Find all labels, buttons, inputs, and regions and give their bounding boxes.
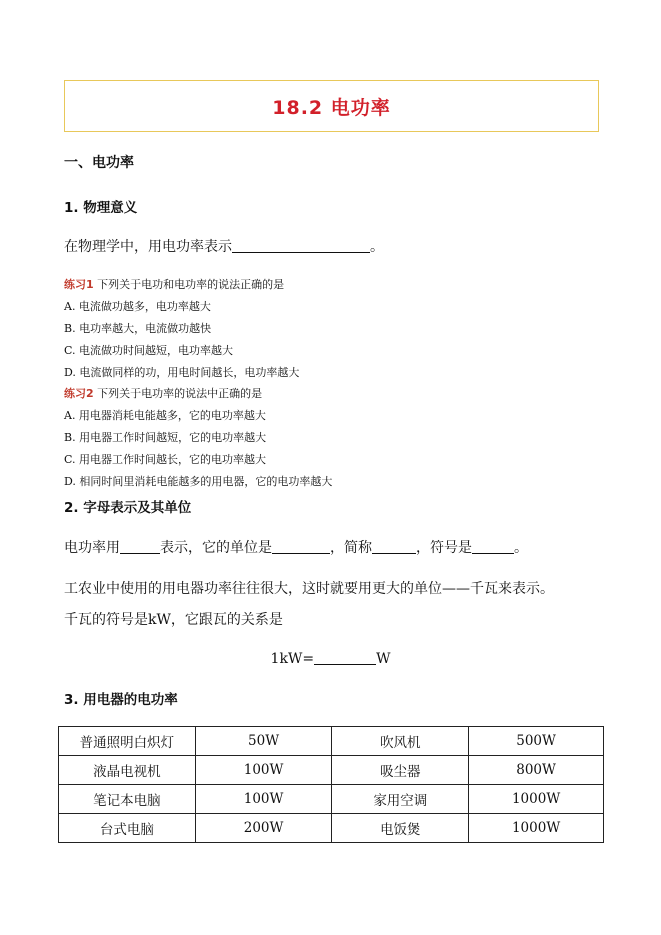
exercise-2-option-b[interactable]: B. 用电器工作时间越短，它的电功率越大: [64, 431, 267, 444]
exercise-1-option-b[interactable]: B. 电功率越大，电流做功越快: [64, 322, 212, 335]
appliance-power: 1000W: [469, 785, 604, 814]
exercise-2-option-d[interactable]: D. 相同时间里消耗电能越多的用电器，它的电功率越大: [64, 475, 333, 488]
fill-blank[interactable]: [232, 238, 370, 253]
fill-blank[interactable]: [314, 650, 376, 665]
paragraph-symbol-unit: [64, 537, 528, 557]
fill-blank[interactable]: [120, 539, 160, 554]
table-row: [59, 727, 604, 756]
formula-left: 1kW=: [270, 651, 315, 667]
exercise-1-question: [64, 278, 284, 292]
paragraph-kilowatt-line2: 千瓦的符号是kW，它跟瓦的关系是: [64, 612, 283, 628]
appliance-name: 家用空调: [332, 785, 469, 814]
paragraph-kilowatt-line1: 工农业中使用的用电器功率往往很大，这时就要用更大的单位——千瓦来表示。: [64, 581, 554, 597]
text: ，简称: [330, 540, 372, 556]
appliance-name: 液晶电视机: [59, 756, 196, 785]
exercise-2-option-c[interactable]: C. 用电器工作时间越长，它的电功率越大: [64, 453, 267, 466]
exercise-1-option-a[interactable]: A. 电流做功越多，电功率越大: [64, 300, 211, 313]
page-title: 18.2 电功率: [272, 96, 391, 119]
fill-blank[interactable]: [272, 539, 330, 554]
formula-right: W: [376, 651, 391, 667]
appliance-power: 100W: [195, 785, 332, 814]
appliance-name: 普通照明白炽灯: [59, 727, 196, 756]
subheading-symbol-unit: 2. 字母表示及其单位: [64, 500, 192, 516]
appliance-name: 吸尘器: [332, 756, 469, 785]
appliance-power: 800W: [469, 756, 604, 785]
fill-blank[interactable]: [372, 539, 416, 554]
appliance-power: 500W: [469, 727, 604, 756]
text: 。: [514, 540, 528, 556]
text: 电功率用: [64, 540, 120, 556]
question-text: 下列关于电功率的说法中正确的是: [93, 387, 263, 400]
exercise-2-option-a[interactable]: A. 用电器消耗电能越多，它的电功率越大: [64, 409, 266, 422]
appliance-name: 笔记本电脑: [59, 785, 196, 814]
exercise-1-option-c[interactable]: C. 电流做功时间越短，电功率越大: [64, 344, 234, 357]
table-row: [59, 785, 604, 814]
section-heading: 一、电功率: [64, 155, 134, 171]
appliance-name: 吹风机: [332, 727, 469, 756]
appliance-power: 200W: [195, 814, 332, 843]
text: 在物理学中，用电功率表示: [64, 239, 232, 255]
text: 表示，它的单位是: [160, 540, 272, 556]
subheading-appliance-power: 3. 用电器的电功率: [64, 692, 178, 708]
exercise-label: 练习1: [64, 278, 94, 291]
appliance-name: 台式电脑: [59, 814, 196, 843]
appliance-power-table: [58, 726, 604, 843]
appliance-power: 100W: [195, 756, 332, 785]
exercise-2-question: [64, 387, 262, 401]
question-text: 下列关于电功和电功率的说法正确的是: [93, 278, 285, 291]
appliance-power: 1000W: [469, 814, 604, 843]
table-row: [59, 814, 604, 843]
formula-kw: [0, 650, 661, 667]
title-box: [64, 80, 599, 132]
exercise-1-option-d[interactable]: D. 电流做同样的功，用电时间越长，电功率越大: [64, 366, 300, 379]
paragraph-meaning: [64, 236, 384, 256]
subheading-meaning: 1. 物理意义: [64, 200, 138, 216]
appliance-power: 50W: [195, 727, 332, 756]
table-row: [59, 756, 604, 785]
text: ，符号是: [416, 540, 472, 556]
exercise-label: 练习2: [64, 387, 94, 400]
appliance-name: 电饭煲: [332, 814, 469, 843]
fill-blank[interactable]: [472, 539, 514, 554]
text: 。: [370, 239, 384, 255]
